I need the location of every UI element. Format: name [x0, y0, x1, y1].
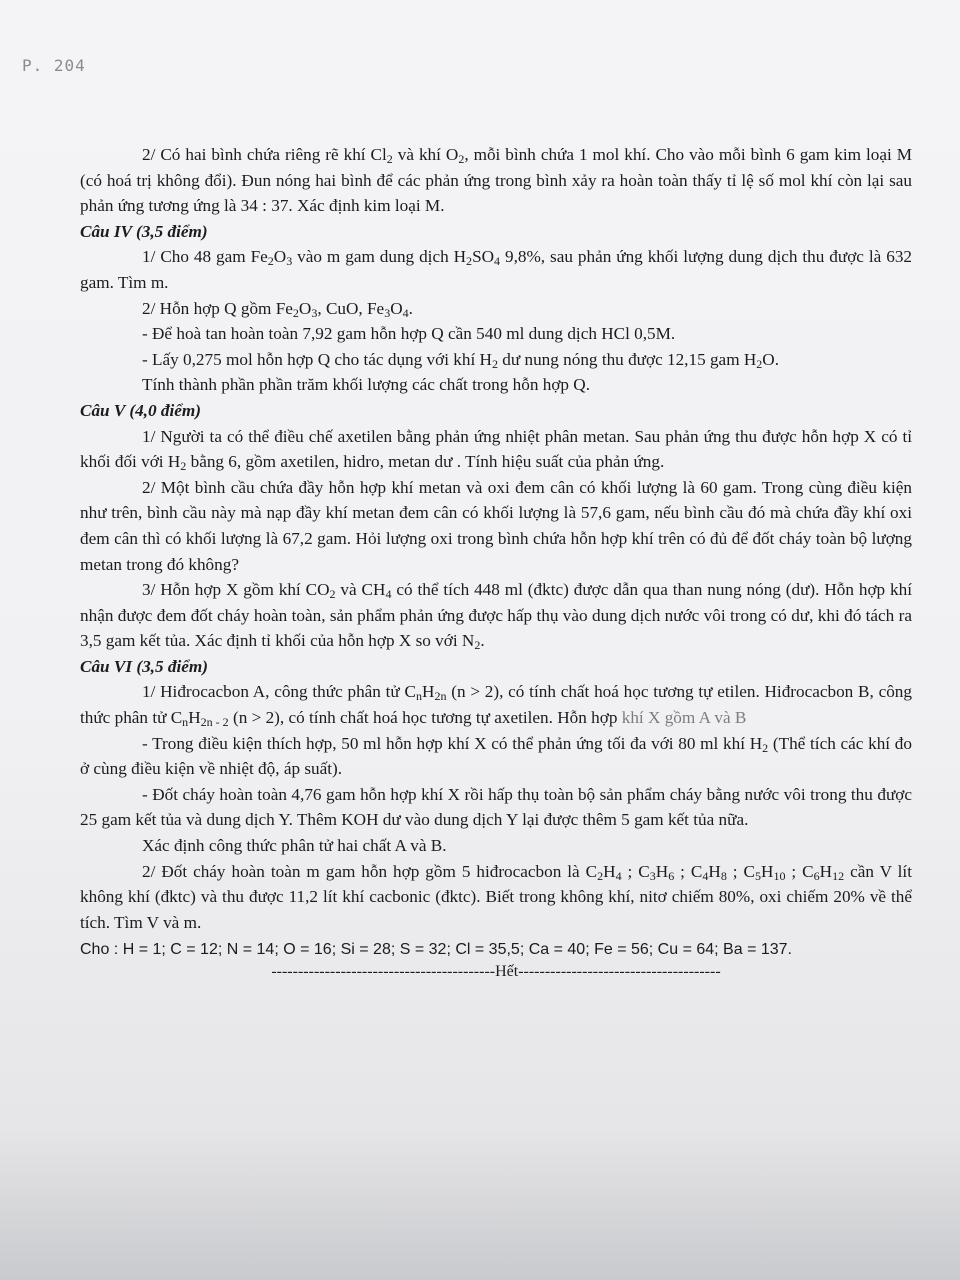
question-4-part-1: 1/ Cho 48 gam $Fe_2O_3$ vào m gam dung dịch $H_2SO_4$ 9,8%, sau phản ứng khối lượng dung dịch thu được là 632 gam. Tìm m.: [80, 247, 913, 292]
question-6-part-2: 2/ Đốt cháy hoàn toàn m gam hỗn hợp gồm 5 hiđrocacbon là $C_2H_4$ ; $C_3H_6$ ; $C_4H_8$ ; $C_5H_{10}$ ; $C_6H_{12}$ cần V lít không khí (đktc) và thu được 11,2 lít khí cacbonic (đktc). Biết trong không khí, nitơ chiếm 80%, oxi chiếm 20% về thể tích. Tìm V và m.: [80, 861, 912, 932]
question-5-part-2: 2/ Một bình cầu chứa đầy hỗn hợp khí metan và oxi đem cân có khối lượng là 60 gam. Trong cùng điều kiện như trên, bình cầu này mà nạp đầy khí metan đem cân có khối lượng là 57,6 gam, nếu bình cầu đó mà chứa đầy khí oxi đem cân thì có khối lượng là 67,2 gam. Hỏi lượng oxi trong bình chứa hỗn hợp khí trên có đủ để đốt cháy toàn bộ lượng metan trong đó không?: [80, 477, 912, 574]
question-4-condition-2: - Lấy 0,275 mol hỗn hợp Q cho tác dụng với khí $H_2$ dư nung nóng thu được 12,15 gam $H_2O$.: [142, 349, 780, 371]
atomic-masses-note: Cho : H = 1; C = 12; N = 14; O = 16; Si = 28; S = 32; Cl = 35,5; Ca = 40; Fe = 56; Cu = 64; Ba = 137.: [80, 941, 792, 959]
question-6-condition-2: - Đốt cháy hoàn toàn 4,76 gam hỗn hợp khí X rồi hấp thụ toàn bộ sản phẩm cháy bằng nước vôi trong thu được 25 gam kết tủa và dung dịch Y. Thêm KOH dư vào dung dịch Y lại được thêm 5 gam kết tủa nữa.: [80, 784, 912, 830]
question-6-heading: Câu VI (3,5 điểm): [80, 656, 208, 676]
question-4-condition-1: - Để hoà tan hoàn toàn 7,92 gam hỗn hợp Q cần 540 ml dung dịch HCl 0,5M.: [142, 324, 676, 344]
question-3-part-2: 2/ Có hai bình chứa riêng rẽ khí $Cl_2$ và khí $O_2$, mỗi bình chứa 1 mol khí. Cho vào mỗi bình 6 gam kim loại M (có hoá trị không đổi). Đun nóng hai bình để các phản ứng trong bình xảy ra hoàn toàn thấy tỉ lệ số mol khí còn lại sau phản ứng tương ứng là 34 : 37. Xác định kim loại M.: [80, 145, 913, 216]
question-5-heading: Câu V (4,0 điểm): [80, 400, 201, 420]
exam-content: [80, 142, 912, 985]
question-6-task: Xác định công thức phân tử hai chất A và B.: [142, 836, 447, 856]
question-6-part-1: 1/ Hiđrocacbon A, công thức phân tử $C_nH_{2n}$ (n > 2), có tính chất hoá học tương tự etilen. Hiđrocacbon B, công thức phân tử $C_nH_{2n - 2}$ (n > 2), có tính chất hoá học tương tự axetilen. Hỗn hợp khí X gồm A và B: [80, 682, 912, 730]
page-number: P. 204: [22, 56, 86, 75]
question-5-part-1: 1/ Người ta có thể điều chế axetilen bằng phản ứng nhiệt phân metan. Sau phản ứng thu được hỗn hợp X có tỉ khối đối với $H_2$ bằng 6, gồm axetilen, hidro, metan dư . Tính hiệu suất của phản ứng.: [80, 426, 913, 474]
question-4-task: Tính thành phần phần trăm khối lượng các chất trong hỗn hợp Q.: [142, 375, 591, 395]
question-4-heading: Câu IV (3,5 điểm): [80, 221, 208, 241]
question-6-condition-1: - Trong điều kiện thích hợp, 50 ml hỗn hợp khí X có thể phản ứng tối đa với 80 ml khí $H_2$ (Thể tích các khí đo ở cùng điều kiện về nhiệt độ, áp suất).: [80, 733, 912, 779]
end-of-exam-mark: ------------------------------------------Hết--------------------------------------: [271, 963, 721, 980]
question-4-part-2: 2/ Hỗn hợp Q gồm $Fe_2O_3$, CuO, $Fe_3O_4$.: [142, 298, 413, 320]
question-5-part-3: 3/ Hỗn hợp X gồm khí $CO_2$ và $CH_4$ có thể tích 448 ml (đktc) được dẫn qua than nung nóng (dư). Hỗn hợp khí nhận được đem đốt cháy hoàn toàn, sản phẩm phản ứng được hấp thụ vào dung dịch nước vôi trong có dư, khi đó tách ra 3,5 gam kết tủa. Xác định tỉ khối của hỗn hợp X so với $N_2$.: [80, 580, 912, 653]
